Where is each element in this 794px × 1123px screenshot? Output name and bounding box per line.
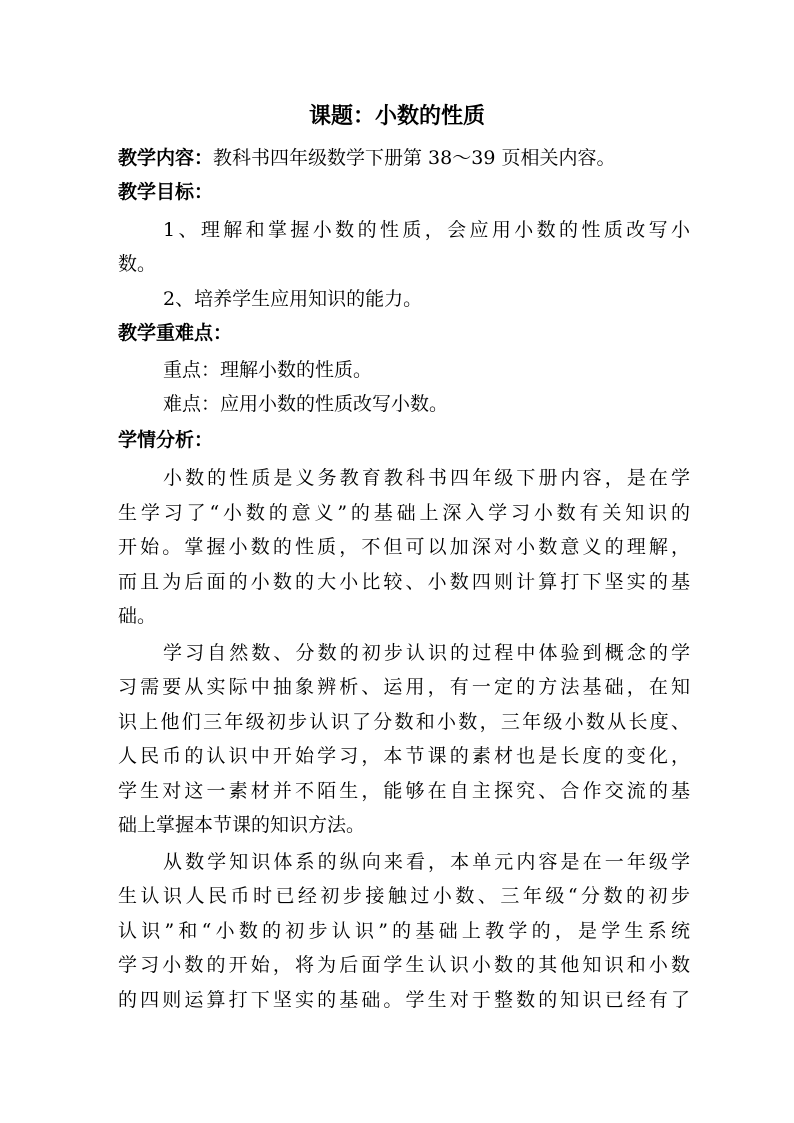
analysis-p1-line: 小数的性质是义务教育教科书四年级下册内容，是在学 — [163, 467, 690, 489]
key-point: 重点：理解小数的性质。 — [163, 359, 373, 381]
teaching-content-text: 教科书四年级数学下册第 38～39 页相关内容。 — [213, 147, 616, 169]
page-title: 课题：小数的性质 — [308, 103, 485, 129]
analysis-p3-line: 认识”和“小数的初步认识”的基础上教学的，是学生系统 — [118, 920, 690, 942]
key-points-heading: 教学重难点： — [118, 322, 233, 344]
analysis-p3-line: 学习小数的开始，将为后面学生认识小数的其他知识和小数 — [118, 954, 690, 976]
objective-2: 2、培养学生应用知识的能力。 — [163, 288, 423, 310]
teaching-content-label: 教学内容： — [118, 147, 214, 169]
analysis-p2-line: 础上掌握本节课的知识方法。 — [118, 814, 366, 836]
objective-1-line-2: 数。 — [118, 253, 157, 275]
analysis-p1-line: 开始。掌握小数的性质，不但可以加深对小数意义的理解， — [118, 536, 690, 558]
objectives-heading: 教学目标： — [118, 181, 214, 203]
difficult-point: 难点：应用小数的性质改写小数。 — [163, 393, 449, 415]
analysis-p3-line: 生认识人民币时已经初步接触过小数、三年级“分数的初步 — [118, 885, 690, 907]
analysis-p1-line: 础。 — [118, 605, 157, 627]
analysis-p1-line: 而且为后面的小数的大小比较、小数四则计算打下坚实的基 — [118, 571, 690, 593]
analysis-p2-line: 学生对这一素材并不陌生，能够在自主探究、合作交流的基 — [118, 780, 690, 802]
analysis-p2-line: 习需要从实际中抽象辨析、运用，有一定的方法基础，在知 — [118, 676, 690, 698]
analysis-p1-line: 生学习了“小数的意义”的基础上深入学习小数有关知识的 — [118, 502, 690, 524]
analysis-p2-line: 学习自然数、分数的初步认识的过程中体验到概念的学 — [163, 642, 690, 664]
analysis-p2-line: 人民币的认识中开始学习，本节课的素材也是长度的变化， — [118, 745, 690, 767]
analysis-p3-line: 的四则运算打下坚实的基础。学生对于整数的知识已经有了 — [118, 989, 690, 1011]
objective-1-line-1: 1、理解和掌握小数的性质，会应用小数的性质改写小 — [163, 219, 690, 241]
analysis-p2-line: 识上他们三年级初步认识了分数和小数，三年级小数从长度、 — [118, 711, 690, 733]
teaching-content-line — [118, 142, 690, 174]
analysis-p3-line: 从数学知识体系的纵向来看，本单元内容是在一年级学 — [163, 851, 690, 873]
analysis-heading: 学情分析： — [118, 429, 214, 451]
